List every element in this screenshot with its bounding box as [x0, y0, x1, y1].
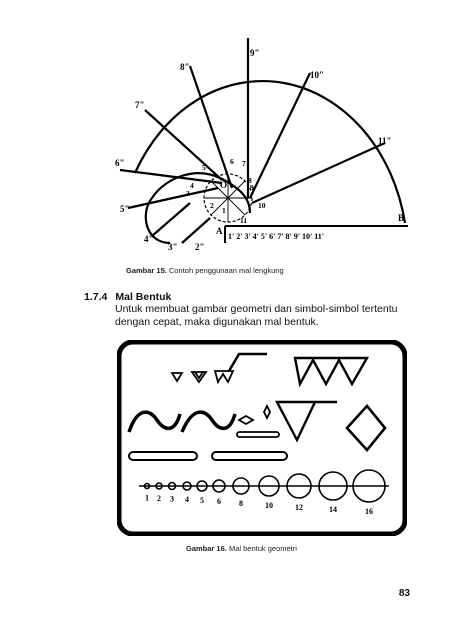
label-10: 10" — [310, 70, 324, 80]
label-a: A — [216, 226, 223, 236]
inner-label-4: 4 — [190, 181, 194, 190]
circle-size-label-12: 12 — [295, 503, 303, 512]
section-number: 1.7.4 — [84, 291, 108, 303]
circle-size-label-14: 14 — [329, 505, 337, 514]
circle-size-label-4: 4 — [185, 495, 189, 504]
baseline-ticks: 1' 2' 3' 4' 5' 6' 7' 8' 9' 10' 11' — [228, 232, 325, 241]
label-7: 7" — [135, 100, 145, 110]
curve-template-figure — [110, 38, 410, 250]
label-o: O — [220, 180, 228, 190]
circle-size-label-16: 16 — [365, 507, 373, 516]
page-number: 83 — [398, 588, 410, 599]
label-2: 2" — [195, 242, 205, 250]
circle-size-label-6: 6 — [217, 497, 221, 506]
label-3: 3" — [168, 242, 178, 250]
inner-label-9: 9 — [250, 183, 254, 192]
inner-label-10: 10 — [258, 201, 266, 210]
label-8: 8" — [180, 62, 190, 72]
inner-label-1: 1 — [222, 206, 226, 215]
inner-label-6: 6 — [230, 157, 234, 166]
section-title: Mal Bentuk — [115, 291, 172, 303]
inner-label-8: 8 — [248, 176, 252, 185]
section-paragraph: Untuk membuat gambar geometri dan simbol-simbol tertentu dengan cepat, maka digunakan mal bentuk. — [115, 303, 398, 328]
figure-16-caption-label: Gambar 16. — [186, 544, 227, 553]
inner-label-3: 3 — [186, 189, 190, 198]
figure-15-caption-label: Gambar 15. — [126, 266, 167, 275]
inner-label-11: 11 — [240, 216, 248, 225]
label-4: 4" — [144, 234, 154, 244]
circle-size-label-2: 2 — [157, 494, 161, 503]
label-11: 11" — [378, 136, 392, 146]
circle-size-label-1: 1 — [145, 493, 149, 503]
section-heading — [84, 291, 179, 303]
circle-size-label-8: 8 — [239, 499, 243, 508]
circle-size-label-5: 5 — [200, 496, 204, 505]
inner-label-7: 7 — [242, 159, 246, 168]
circle-size-label-3: 3 — [170, 494, 174, 504]
template-frame — [119, 342, 405, 534]
figure-16-caption-text: Mal bentuk geometri — [228, 544, 297, 553]
figure-16-caption — [186, 544, 297, 553]
inner-label-2: 2 — [210, 201, 214, 210]
label-b: B — [398, 213, 405, 223]
figure-15-caption-text: Contoh penggunaan mal lengkung — [168, 266, 284, 275]
inner-label-5: 5 — [202, 163, 206, 172]
circle-size-label-10: 10 — [265, 501, 273, 510]
figure-15-caption — [126, 266, 284, 275]
label-6: 6" — [115, 158, 125, 168]
label-9: 9" — [250, 48, 260, 58]
label-5: 5" — [120, 204, 130, 214]
shape-template-figure — [117, 340, 407, 536]
